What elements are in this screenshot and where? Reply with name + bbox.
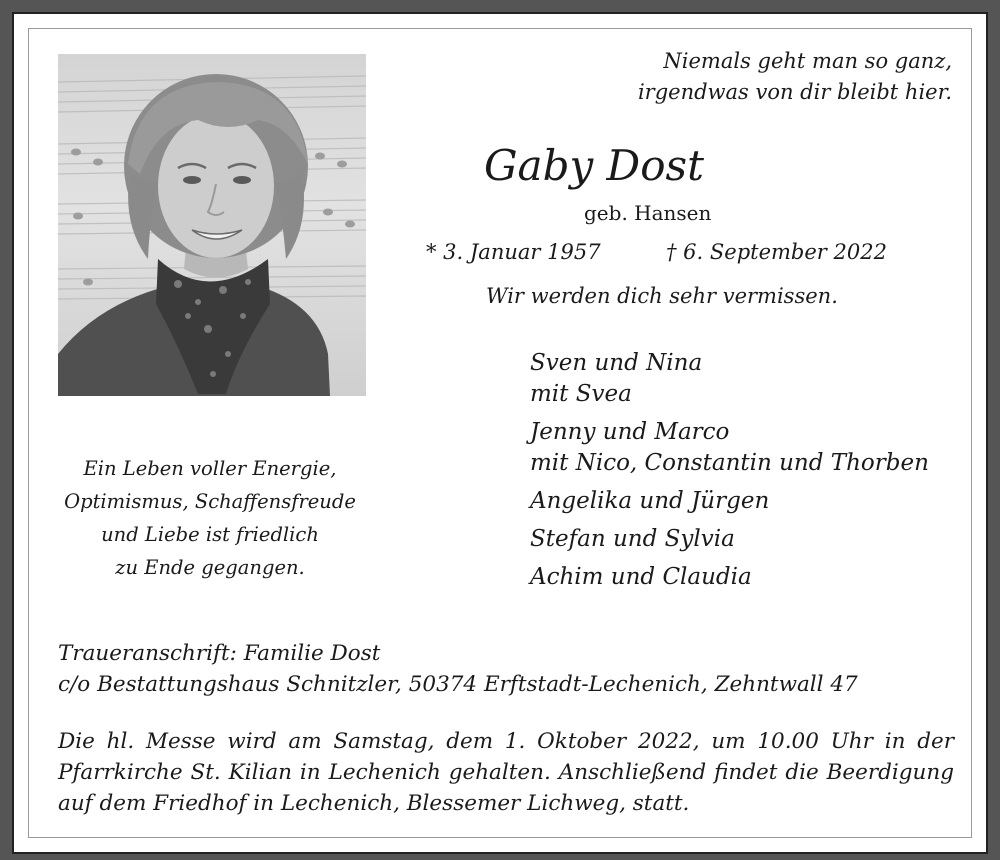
mourning-address	[58, 638, 858, 700]
life-text-line-3: und Liebe ist friedlich	[101, 523, 319, 546]
portrait-image	[58, 54, 366, 396]
obituary-card	[12, 12, 988, 854]
life-text-line-4: zu Ende gegangen.	[115, 556, 305, 579]
tribute-line: Wir werden dich sehr vermissen.	[486, 284, 838, 308]
birth-date: * 3. Januar 1957	[426, 240, 601, 264]
maiden-name: geb. Hansen	[584, 201, 712, 225]
motto-line-1: Niemals geht man so ganz,	[663, 49, 952, 73]
family-member: Sven und Nina	[530, 350, 703, 376]
family-member: mit Svea	[530, 381, 632, 407]
family-member: Stefan und Sylvia	[530, 526, 735, 552]
life-text	[50, 452, 370, 584]
life-text-line-1: Ein Leben voller Energie,	[83, 457, 337, 480]
family-list	[530, 348, 929, 600]
family-group	[530, 486, 929, 517]
portrait-photo	[58, 54, 366, 396]
motto	[532, 46, 952, 108]
address-line-2: c/o Bestattungshaus Schnitzler, 50374 Erftstadt-Lechenich, Zehntwall 47	[58, 672, 858, 697]
family-group	[530, 417, 929, 479]
family-member: Achim und Claudia	[530, 564, 752, 590]
life-text-line-2: Optimismus, Schaffensfreude	[64, 490, 356, 513]
family-group	[530, 524, 929, 555]
deceased-name: Gaby Dost	[484, 141, 704, 190]
address-line-1: Traueranschrift: Familie Dost	[58, 641, 381, 666]
mass-announcement: Die hl. Messe wird am Samstag, dem 1. Oktober 2022, um 10.00 Uhr in der Pfarrkirche St. Kilian in Lechenich gehalten. Anschließend findet die Beerdigung auf dem Friedhof in Lechenich, Blessemer Lichweg, statt.	[58, 729, 954, 816]
family-member: Jenny und Marco	[530, 419, 730, 445]
family-group	[530, 562, 929, 593]
death-date: † 6. September 2022	[666, 240, 887, 264]
family-member: mit Nico, Constantin und Thorben	[530, 450, 929, 476]
motto-line-2: irgendwas von dir bleibt hier.	[637, 80, 952, 104]
family-group	[530, 348, 929, 410]
family-member: Angelika und Jürgen	[530, 488, 770, 514]
